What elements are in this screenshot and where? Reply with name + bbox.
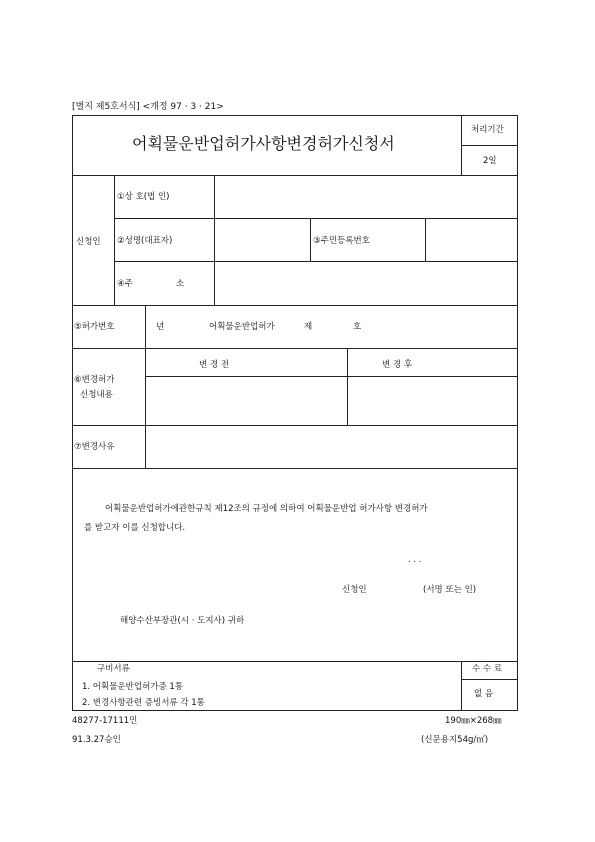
change-reason-label: ⑦변경사유	[74, 442, 115, 452]
paper-type: (신문용지54g/㎡)	[421, 735, 489, 745]
addressee: 해양수산부장관(시 · 도지사) 귀하	[120, 616, 245, 626]
signature-note: (서명 또는 인)	[423, 585, 477, 595]
attachment-item-2: 2. 변경사항관련 증빙서류 각 1통	[82, 698, 205, 708]
approval-date: 91.3.27승인	[72, 735, 121, 745]
form-title: 어획물운반업허가사항변경허가신청서	[132, 134, 395, 153]
license-year: 년	[156, 322, 165, 332]
applicant-group-label: 신청인	[76, 237, 101, 247]
address-label-part1: ④주	[117, 279, 133, 289]
license-no-prefix: 제	[304, 322, 313, 332]
paper-size: 190㎜×268㎜	[445, 716, 502, 726]
application-date[interactable]: . . .	[408, 555, 422, 565]
license-type: 어획물운반업허가	[209, 322, 275, 332]
fee-value: 없 음	[474, 689, 494, 699]
form-code: 48277-17111민	[72, 716, 138, 726]
address-label-part2: 소	[176, 279, 185, 289]
processing-period-label: 처리기간	[471, 125, 504, 135]
resident-number-label: ③주민등록번호	[313, 236, 370, 246]
form-reference: [별지 제5호서식] <개정 97 · 3 · 21>	[72, 102, 224, 112]
statement-line1: 어획물운반업허가에관한규칙 제12조의 규정에 의하여 어획물운반업 허가사항 변경허가	[105, 504, 428, 514]
change-before-header: 변 경 전	[199, 360, 230, 370]
license-number-label: ⑤허가번호	[74, 322, 115, 332]
license-no-suffix: 호	[353, 322, 362, 332]
change-content-label-line1: ⑥변경허가	[74, 375, 115, 385]
attachments-title: 구비서류	[97, 664, 130, 674]
processing-period-value: 2일	[483, 156, 497, 166]
statement-line2: 를 받고자 이를 신청합니다.	[84, 523, 186, 533]
fee-label: 수 수 료	[472, 664, 503, 674]
attachment-item-1: 1. 어획물운반업허가증 1통	[82, 682, 184, 692]
company-label: ①상 호(법 인)	[117, 192, 170, 202]
representative-label: ②성명(대표자)	[117, 236, 173, 246]
signer-label: 신청인	[342, 585, 367, 595]
change-content-label-line2: 신청내용	[80, 390, 113, 400]
change-after-header: 변 경 후	[382, 360, 413, 370]
